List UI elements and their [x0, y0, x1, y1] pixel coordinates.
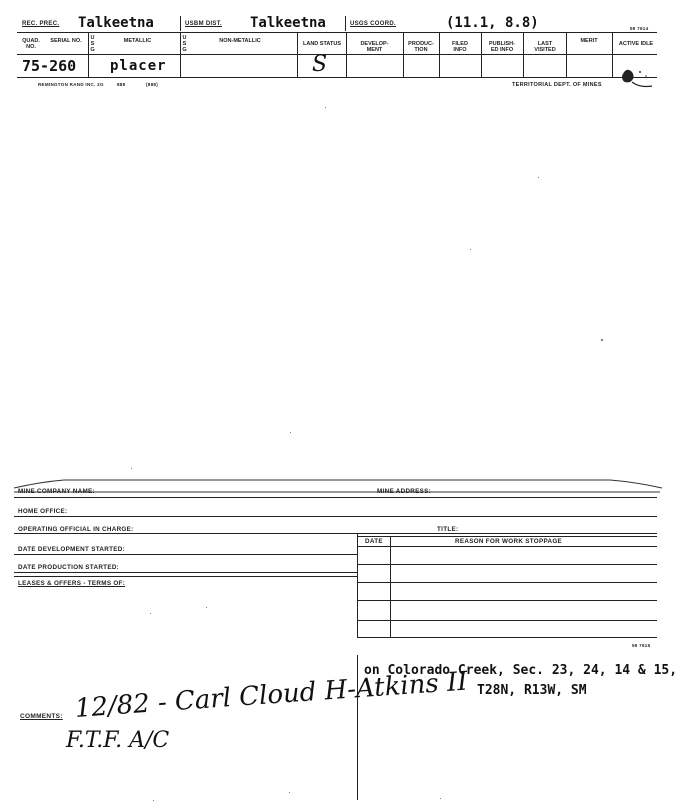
rec-prec-value: Talkeetna — [78, 15, 154, 31]
comments-label: COMMENTS: — [20, 713, 63, 720]
date-production-label: DATE PRODUCTION STARTED: — [18, 564, 120, 571]
land-status-value: S — [312, 52, 328, 77]
col-land-status: LAND STATUS — [303, 41, 341, 47]
title-label: TITLE: — [437, 526, 459, 533]
col-quad-no: QUAD. NO. — [22, 38, 40, 50]
code-b: (888) — [146, 82, 159, 87]
quad-serial-value: 75-260 — [22, 57, 77, 75]
code-a: 888 — [117, 82, 126, 87]
card-bottom — [0, 470, 678, 805]
col-production: PRODUC- TION — [408, 41, 434, 53]
col-filed-info: FILED INFO — [452, 41, 468, 53]
handwritten-comment-1: 12/82 - Carl Cloud H-Atkins II — [73, 666, 469, 724]
operating-official-label: OPERATING OFFICIAL IN CHARGE: — [18, 526, 134, 533]
date-development-label: DATE DEVELOPMENT STARTED: — [18, 546, 125, 553]
mine-address-label: MINE ADDRESS: — [377, 488, 432, 495]
col-last-visited: LAST VISITED — [534, 41, 556, 53]
col-published-info: PUBLISH- ED INFO — [489, 41, 515, 53]
col-serial-no: SERIAL NO. — [50, 38, 82, 44]
agency-imprint: TERRITORIAL DEPT. OF MINES — [512, 82, 602, 88]
rec-prec-label: REC. PREC. — [22, 21, 60, 27]
leases-label: LEASES & OFFERS - TERMS OF: — [18, 580, 126, 587]
col-metallic: METALLIC — [123, 38, 152, 44]
card-edge — [0, 470, 678, 495]
usgs-coord-label: USGS COORD. — [350, 21, 396, 27]
location-line-1: on Colorado Creek, Sec. 23, 24, 14 & 15, — [364, 663, 678, 678]
usbm-dist-label: USBM DIST. — [185, 21, 223, 27]
card-top — [0, 0, 678, 95]
col-merit: MERIT — [580, 38, 598, 44]
usbm-dist-value: Talkeetna — [250, 15, 326, 31]
form-number-top: 59 7614 — [630, 26, 649, 31]
printer-imprint: REMINGTON RAND INC. 2G — [38, 82, 104, 87]
home-office-label: HOME OFFICE: — [18, 508, 68, 515]
ink-blob-icon — [612, 60, 662, 90]
mine-company-name-label: MINE COMPANY NAME: — [18, 488, 95, 495]
form-number-bottom: 59 7615 — [632, 643, 651, 648]
date-col-label: DATE — [365, 538, 383, 545]
reason-col-label: REASON FOR WORK STOPPAGE — [455, 538, 563, 545]
handwritten-comment-2: F.T.F. A/C — [66, 728, 170, 753]
col-usg-mid: U S G — [182, 35, 187, 53]
col-active-idle: ACTIVE IDLE — [618, 41, 654, 47]
col-usg-left: U S G — [90, 35, 95, 53]
metallic-value: placer — [110, 58, 167, 74]
usgs-coord-value: (11.1, 8.8) — [446, 15, 539, 31]
location-line-2: T28N, R13W, SM — [477, 683, 587, 698]
col-development: DEVELOP- MENT — [360, 41, 389, 53]
col-non-metallic: NON-METALLIC — [219, 38, 261, 44]
